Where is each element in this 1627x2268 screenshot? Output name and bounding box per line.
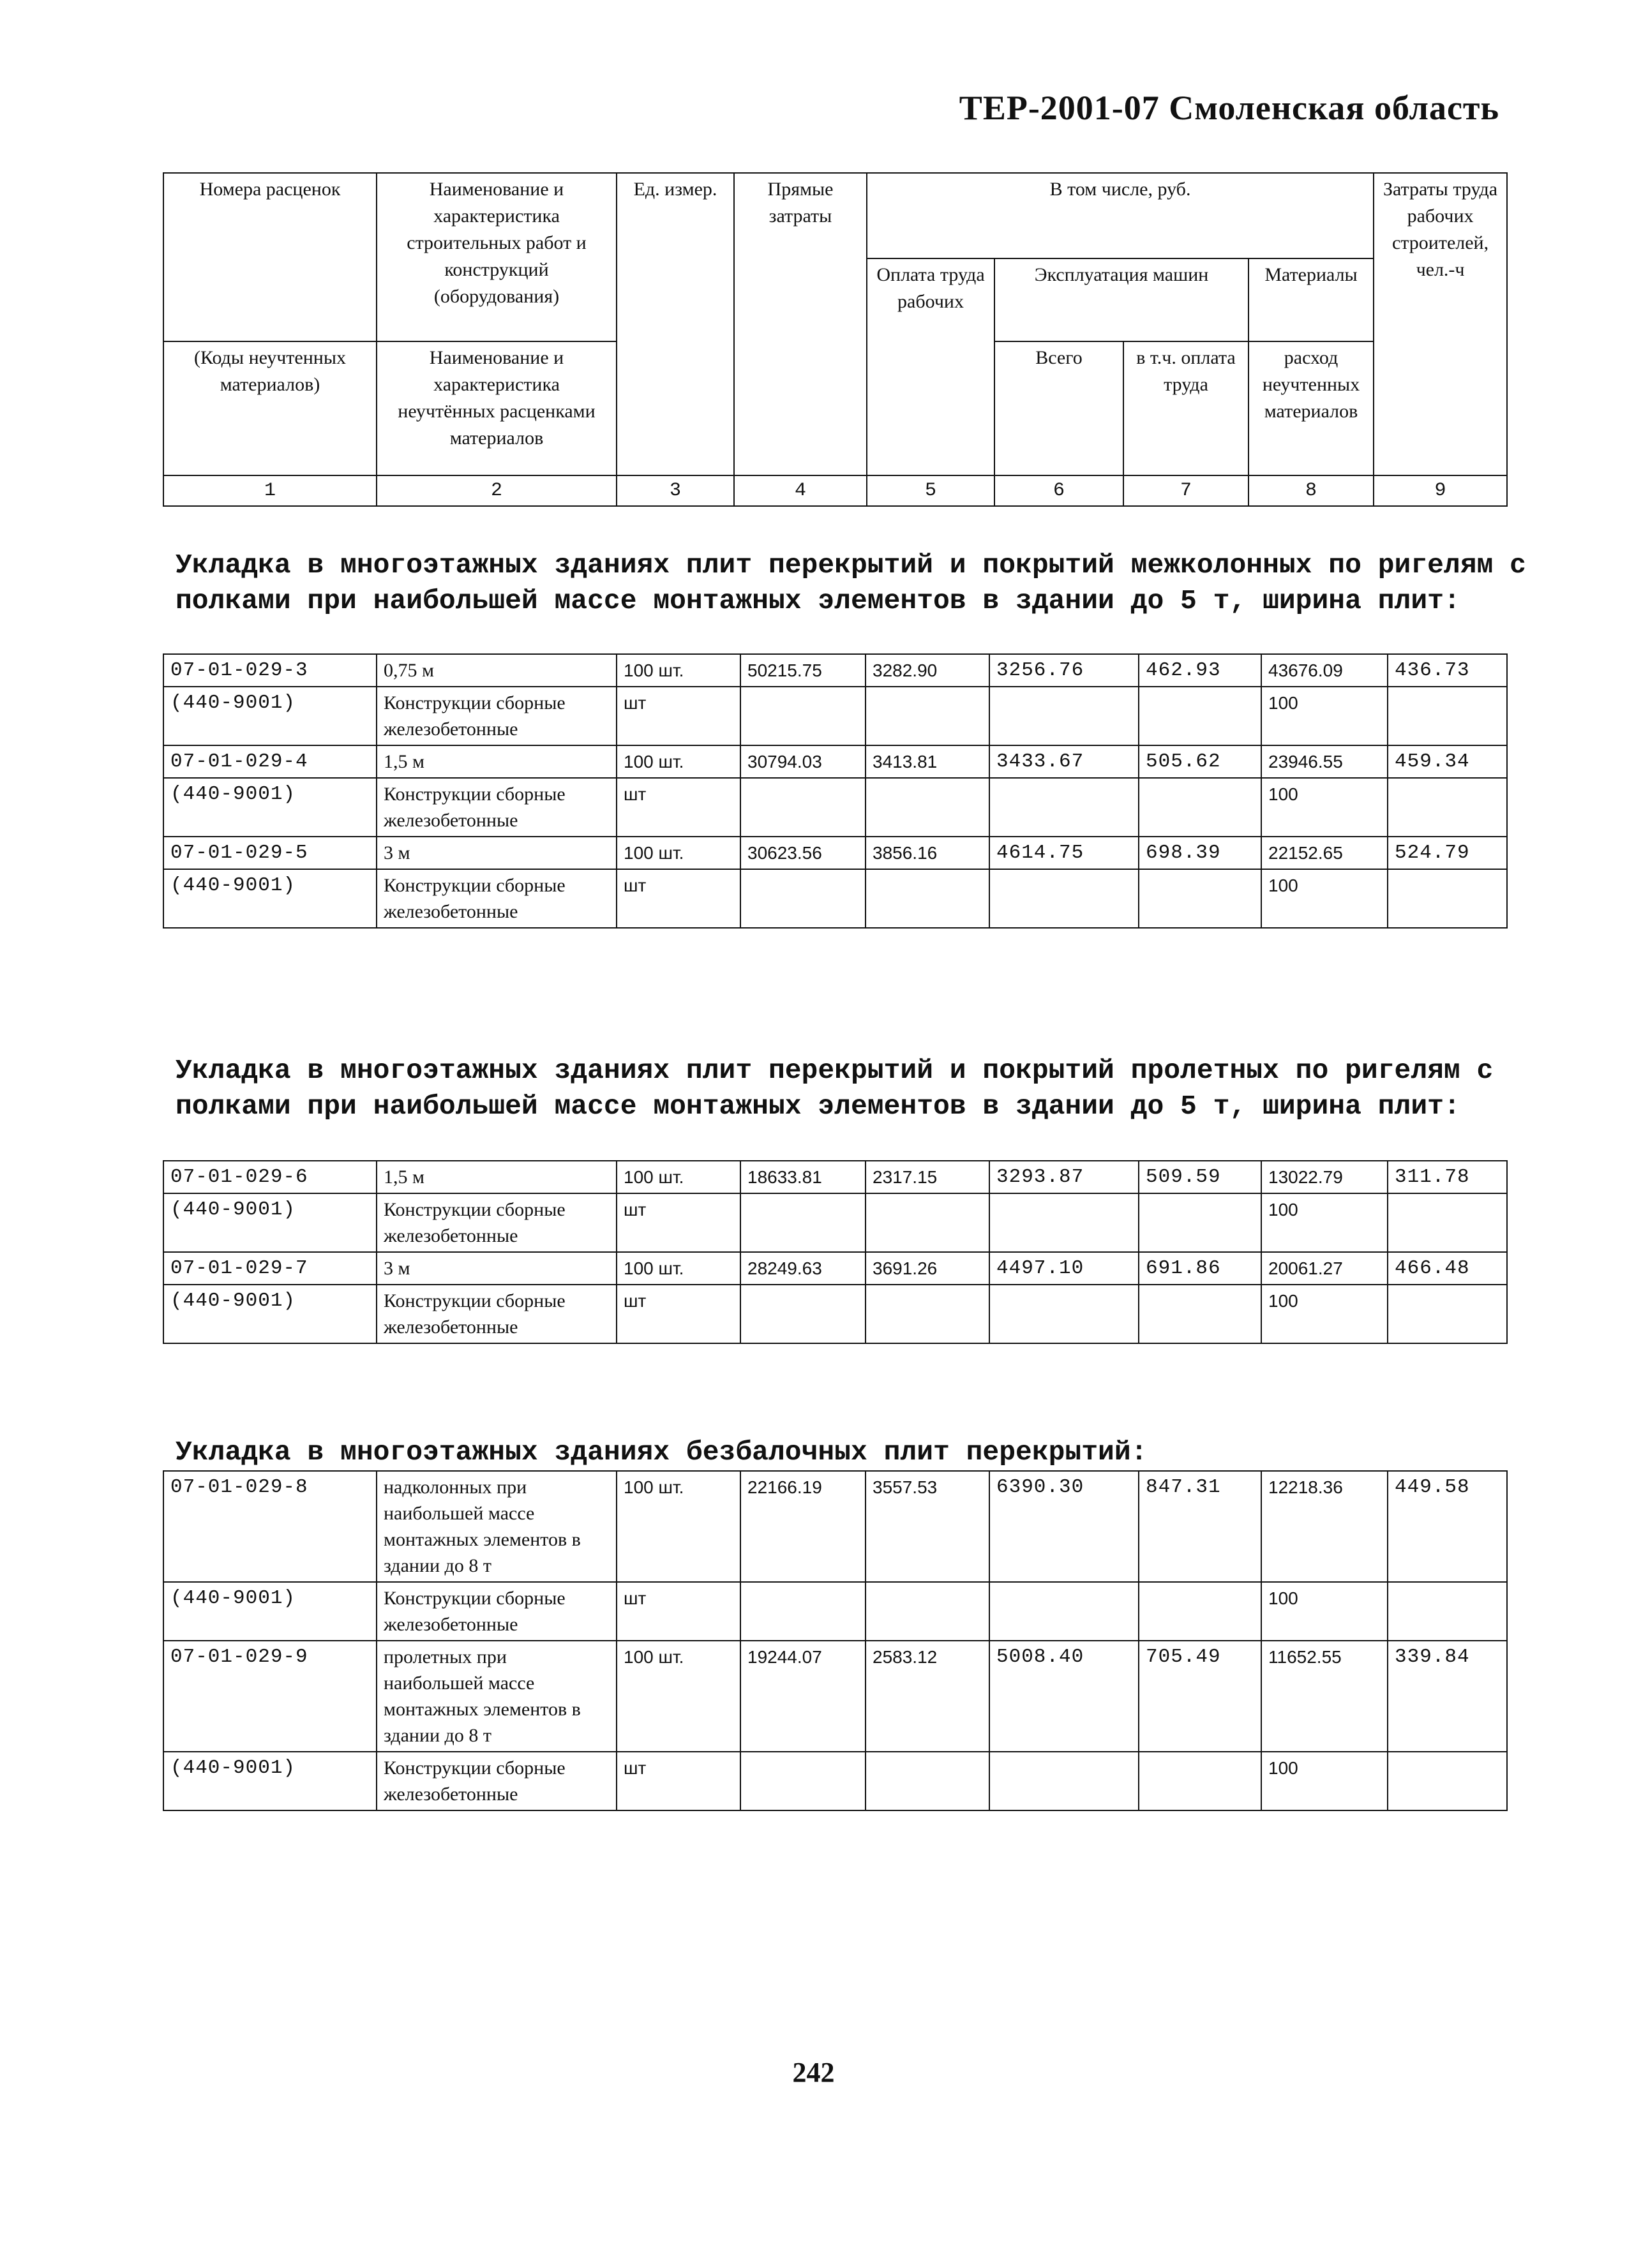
materials-cell: 20061.27 [1261, 1252, 1388, 1285]
machines-total-cell: 4497.10 [989, 1252, 1139, 1285]
rate-code-cell: (440-9001) [163, 1285, 377, 1343]
direct-costs-cell [740, 778, 866, 837]
column-number: 9 [1374, 475, 1507, 506]
rate-name-cell: 1,5 м [377, 1161, 617, 1193]
machines-total-cell: 4614.75 [989, 837, 1139, 869]
wages-cell: 3856.16 [866, 837, 989, 869]
unit-cell: 100 шт. [617, 1252, 740, 1285]
unit-cell: 100 шт. [617, 654, 740, 687]
rate-name-cell: 3 м [377, 837, 617, 869]
materials-cell: 11652.55 [1261, 1641, 1388, 1752]
rate-name-cell: Конструкции сборные железобетонные [377, 1582, 617, 1641]
machines-total-cell: 6390.30 [989, 1471, 1139, 1582]
unit-cell: 100 шт. [617, 1161, 740, 1193]
header-unit: Ед. измер. [617, 173, 734, 475]
rate-name-cell: Конструкции сборные железобетонные [377, 1752, 617, 1810]
wages-cell [866, 687, 989, 745]
wages-cell [866, 1752, 989, 1810]
labor-costs-cell [1388, 687, 1507, 745]
unit-cell: шт [617, 869, 740, 928]
machines-wages-cell [1139, 1752, 1261, 1810]
header-machines: Эксплуатация машин [994, 258, 1248, 341]
column-number: 8 [1248, 475, 1374, 506]
labor-costs-cell [1388, 869, 1507, 928]
wages-cell: 3557.53 [866, 1471, 989, 1582]
materials-cell: 100 [1261, 1193, 1388, 1252]
labor-costs-cell [1388, 1752, 1507, 1810]
table-row [163, 1285, 1507, 1343]
page-number: 242 [792, 2057, 835, 2088]
table-row [163, 1471, 1507, 1582]
machines-wages-cell [1139, 687, 1261, 745]
header-unaccounted-codes: (Коды неучтенных материалов) [163, 341, 377, 475]
header-machines-total: Всего [994, 341, 1123, 475]
machines-wages-cell: 462.93 [1139, 654, 1261, 687]
column-number: 5 [867, 475, 994, 506]
rate-name-cell: Конструкции сборные железобетонные [377, 869, 617, 928]
header-direct-costs: Прямые затраты [734, 173, 867, 475]
direct-costs-cell: 18633.81 [740, 1161, 866, 1193]
rate-code-cell: 07-01-029-9 [163, 1641, 377, 1752]
section-rows [163, 1471, 1507, 1810]
unit-cell: шт [617, 1285, 740, 1343]
table-row [163, 1641, 1507, 1752]
materials-cell: 12218.36 [1261, 1471, 1388, 1582]
materials-cell: 22152.65 [1261, 837, 1388, 869]
wages-cell: 3282.90 [866, 654, 989, 687]
labor-costs-cell: 459.34 [1388, 745, 1507, 778]
direct-costs-cell [740, 687, 866, 745]
unit-cell: шт [617, 778, 740, 837]
table-row [163, 1582, 1507, 1641]
rate-name-cell: Конструкции сборные железобетонные [377, 1285, 617, 1343]
rate-name-cell: Конструкции сборные железобетонные [377, 687, 617, 745]
direct-costs-cell: 19244.07 [740, 1641, 866, 1752]
machines-total-cell: 3433.67 [989, 745, 1139, 778]
rate-code-cell: (440-9001) [163, 687, 377, 745]
column-header-table [163, 172, 1508, 507]
materials-cell: 23946.55 [1261, 745, 1388, 778]
wages-cell: 2317.15 [866, 1161, 989, 1193]
machines-wages-cell [1139, 1285, 1261, 1343]
section-title: Укладка в многоэтажных зданиях плит перекрытий и покрытий межколонных по ригелям с полками при наибольшей массе монтажных элементов в здании до 5 т, ширина плит: [176, 549, 1526, 616]
machines-total-cell: 5008.40 [989, 1641, 1139, 1752]
machines-wages-cell: 698.39 [1139, 837, 1261, 869]
column-number: 3 [617, 475, 734, 506]
direct-costs-cell [740, 1582, 866, 1641]
rate-code-cell: (440-9001) [163, 1582, 377, 1641]
section-title: Укладка в многоэтажных зданиях безбалочных плит перекрытий: [176, 1436, 1148, 1468]
header-unaccounted-name: Наименование и характеристика неучтённых расценками материалов [377, 341, 617, 475]
rate-code-cell: (440-9001) [163, 869, 377, 928]
section-rows [163, 654, 1507, 928]
rate-name-cell: Конструкции сборные железобетонные [377, 1193, 617, 1252]
table-row [163, 837, 1507, 869]
rate-code-cell: 07-01-029-3 [163, 654, 377, 687]
labor-costs-cell: 466.48 [1388, 1252, 1507, 1285]
machines-total-cell [989, 869, 1139, 928]
unit-cell: 100 шт. [617, 837, 740, 869]
wages-cell [866, 1582, 989, 1641]
labor-costs-cell [1388, 778, 1507, 837]
rate-name-cell: пролетных при наибольшей массе монтажных элементов в здании до 8 т [377, 1641, 617, 1752]
machines-wages-cell: 505.62 [1139, 745, 1261, 778]
column-number: 1 [163, 475, 377, 506]
wages-cell [866, 869, 989, 928]
table-row [163, 1161, 1507, 1193]
direct-costs-cell: 50215.75 [740, 654, 866, 687]
table-row [163, 869, 1507, 928]
section-rows [163, 1161, 1507, 1343]
machines-wages-cell [1139, 778, 1261, 837]
labor-costs-cell [1388, 1193, 1507, 1252]
column-number: 2 [377, 475, 617, 506]
table-row [163, 654, 1507, 687]
wages-cell [866, 1193, 989, 1252]
labor-costs-cell: 436.73 [1388, 654, 1507, 687]
column-number: 6 [994, 475, 1123, 506]
unit-cell: 100 шт. [617, 1641, 740, 1752]
header-unaccounted-materials: расход неучтенных материалов [1248, 341, 1374, 475]
machines-total-cell [989, 1582, 1139, 1641]
header-materials: Материалы [1248, 258, 1374, 341]
direct-costs-cell: 28249.63 [740, 1252, 866, 1285]
rate-code-cell: 07-01-029-6 [163, 1161, 377, 1193]
rate-name-cell: 3 м [377, 1252, 617, 1285]
column-number: 4 [734, 475, 867, 506]
labor-costs-cell: 449.58 [1388, 1471, 1507, 1582]
table-row [163, 1193, 1507, 1252]
header-wages: Оплата труда рабочих [867, 258, 994, 475]
labor-costs-cell: 524.79 [1388, 837, 1507, 869]
table-row [163, 1752, 1507, 1810]
direct-costs-cell [740, 1752, 866, 1810]
rates-table [163, 653, 1508, 929]
unit-cell: шт [617, 1582, 740, 1641]
direct-costs-cell: 22166.19 [740, 1471, 866, 1582]
direct-costs-cell [740, 869, 866, 928]
materials-cell: 100 [1261, 1582, 1388, 1641]
header-codes: Номера расценок [163, 173, 377, 341]
wages-cell: 3691.26 [866, 1252, 989, 1285]
materials-cell: 100 [1261, 869, 1388, 928]
rate-code-cell: (440-9001) [163, 778, 377, 837]
direct-costs-cell [740, 1285, 866, 1343]
machines-total-cell [989, 778, 1139, 837]
machines-total-cell: 3256.76 [989, 654, 1139, 687]
wages-cell [866, 778, 989, 837]
unit-cell: шт [617, 687, 740, 745]
materials-cell: 100 [1261, 687, 1388, 745]
direct-costs-cell: 30623.56 [740, 837, 866, 869]
direct-costs-cell [740, 1193, 866, 1252]
machines-total-cell [989, 1752, 1139, 1810]
rate-code-cell: 07-01-029-7 [163, 1252, 377, 1285]
unit-cell: шт [617, 1752, 740, 1810]
table-row [163, 778, 1507, 837]
unit-cell: 100 шт. [617, 745, 740, 778]
unit-cell: шт [617, 1193, 740, 1252]
section-title: Укладка в многоэтажных зданиях плит перекрытий и покрытий пролетных по ригелям с полками при наибольшей массе монтажных элементов в здании до 5 т, ширина плит: [176, 1055, 1494, 1122]
materials-cell: 100 [1261, 1285, 1388, 1343]
labor-costs-cell [1388, 1582, 1507, 1641]
rate-name-cell: надколонных при наибольшей массе монтажных элементов в здании до 8 т [377, 1471, 617, 1582]
machines-wages-cell: 847.31 [1139, 1471, 1261, 1582]
machines-total-cell [989, 1285, 1139, 1343]
column-number: 7 [1123, 475, 1248, 506]
wages-cell: 3413.81 [866, 745, 989, 778]
rates-table [163, 1470, 1508, 1811]
unit-cell: 100 шт. [617, 1471, 740, 1582]
labor-costs-cell: 311.78 [1388, 1161, 1507, 1193]
machines-wages-cell [1139, 1582, 1261, 1641]
materials-cell: 100 [1261, 778, 1388, 837]
machines-wages-cell: 691.86 [1139, 1252, 1261, 1285]
direct-costs-cell: 30794.03 [740, 745, 866, 778]
rate-name-cell: Конструкции сборные железобетонные [377, 778, 617, 837]
wages-cell [866, 1285, 989, 1343]
rate-code-cell: (440-9001) [163, 1752, 377, 1810]
materials-cell: 100 [1261, 1752, 1388, 1810]
header-name: Наименование и характеристика строительных работ и конструкций (оборудования) [377, 173, 617, 341]
document-header: ТЕР-2001-07 Смоленская область [959, 89, 1499, 127]
header-machines-wages: в т.ч. оплата труда [1123, 341, 1248, 475]
header-labor: Затраты труда рабочих строителей, чел.-ч [1374, 173, 1507, 475]
machines-wages-cell: 705.49 [1139, 1641, 1261, 1752]
rate-code-cell: 07-01-029-4 [163, 745, 377, 778]
rate-code-cell: 07-01-029-8 [163, 1471, 377, 1582]
machines-wages-cell [1139, 1193, 1261, 1252]
table-row [163, 1252, 1507, 1285]
machines-total-cell [989, 687, 1139, 745]
rate-name-cell: 1,5 м [377, 745, 617, 778]
rate-code-cell: (440-9001) [163, 1193, 377, 1252]
rate-name-cell: 0,75 м [377, 654, 617, 687]
machines-wages-cell [1139, 869, 1261, 928]
header-including: В том числе, руб. [867, 173, 1374, 258]
table-row [163, 687, 1507, 745]
machines-total-cell [989, 1193, 1139, 1252]
table-row [163, 745, 1507, 778]
materials-cell: 43676.09 [1261, 654, 1388, 687]
machines-wages-cell: 509.59 [1139, 1161, 1261, 1193]
wages-cell: 2583.12 [866, 1641, 989, 1752]
labor-costs-cell [1388, 1285, 1507, 1343]
rate-code-cell: 07-01-029-5 [163, 837, 377, 869]
rates-table [163, 1160, 1508, 1344]
materials-cell: 13022.79 [1261, 1161, 1388, 1193]
labor-costs-cell: 339.84 [1388, 1641, 1507, 1752]
machines-total-cell: 3293.87 [989, 1161, 1139, 1193]
